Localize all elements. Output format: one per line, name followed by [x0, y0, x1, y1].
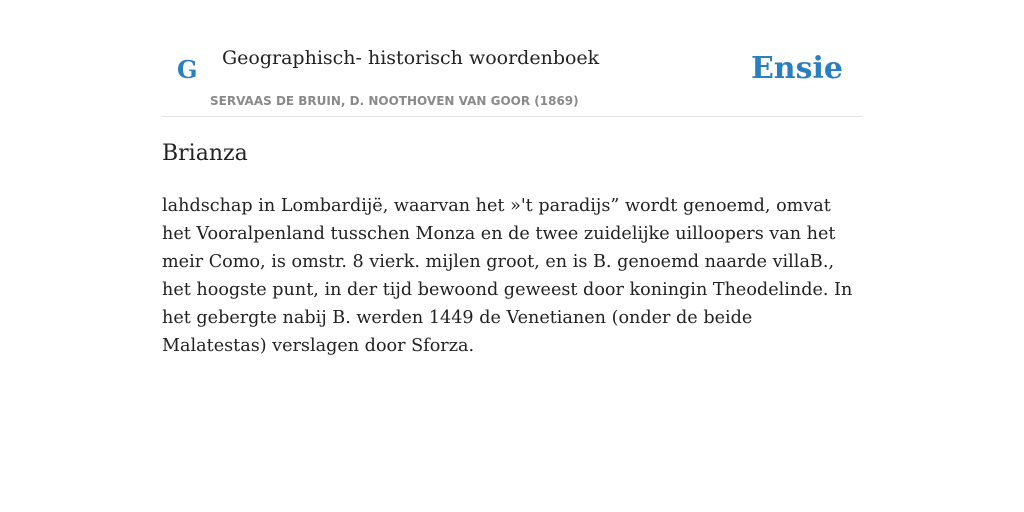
- entry-body: lahdschap in Lombardijë, waarvan het »'t paradijs” wordt genoemd, omvat het Vooralpenland tusschen Monza en de twee zuidelijke uilloopers van het meir Como, is omstr. 8 vierk. mijlen groot, en is B. genoemd naarde villaB., het hoogste punt, in der tijd bewoond geweest door koningin Theodelinde. In het gebergte nabij B. werden 1449 de Venetianen (onder de beide Malatestas) verslagen door Sforza.: [162, 196, 853, 356]
- page-header: [162, 0, 862, 117]
- book-title[interactable]: Geographisch- historisch woordenboek: [222, 47, 600, 69]
- book-author: SERVAAS DE BRUIN, D. NOOTHOVEN VAN GOOR (1869): [210, 94, 579, 108]
- ensie-logo[interactable]: Ensie: [750, 51, 843, 86]
- book-logo[interactable]: G: [177, 55, 198, 84]
- entry-title: Brianza: [162, 141, 248, 166]
